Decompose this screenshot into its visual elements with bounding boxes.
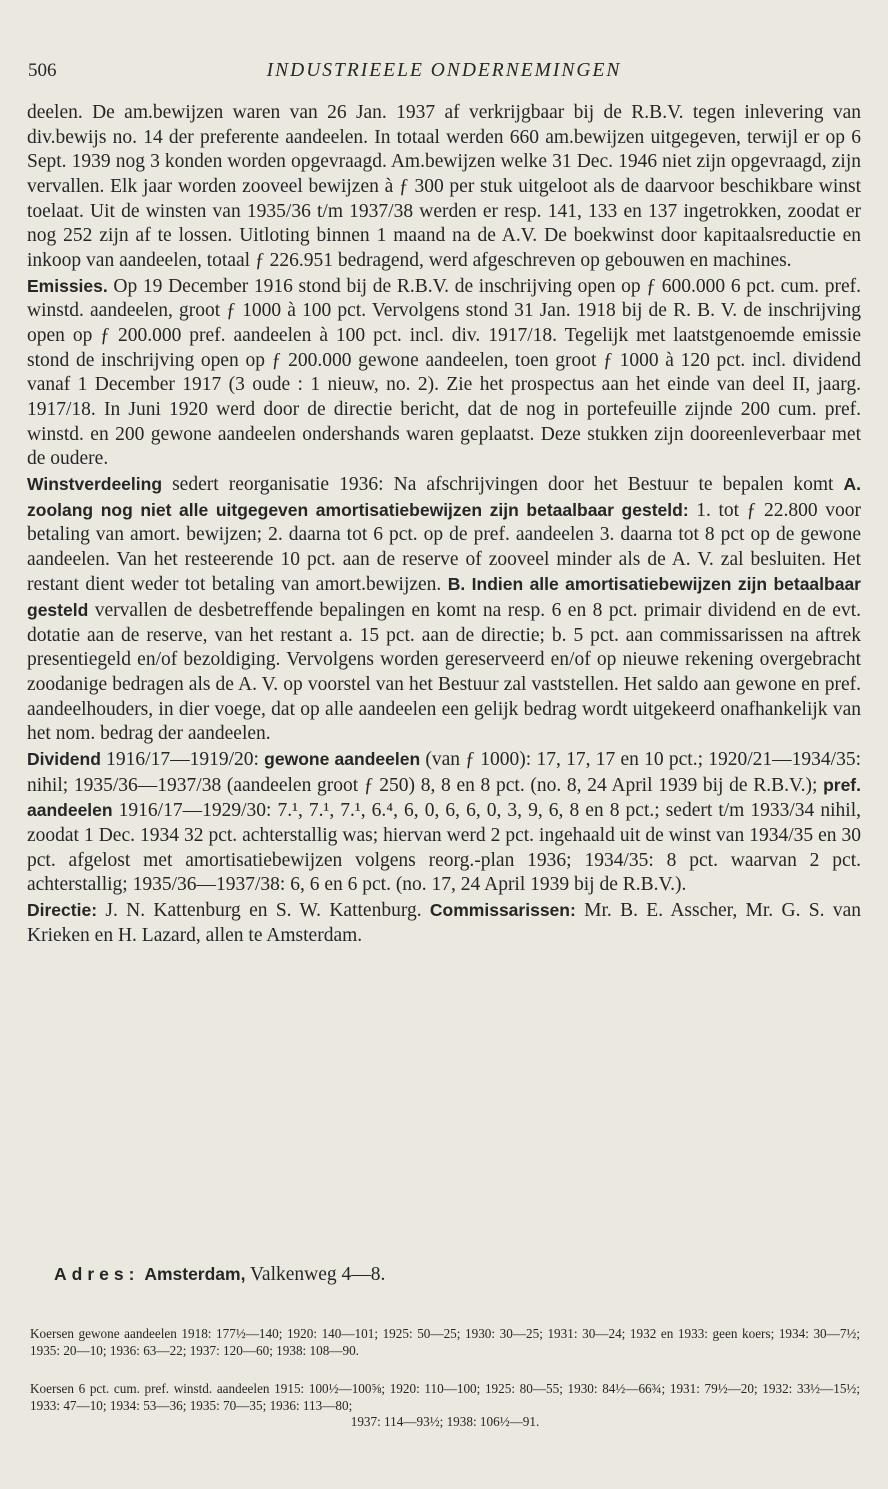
address-line <box>54 1264 385 1286</box>
paragraph-text: Mr. B. E. Asscher, Mr. G. S. van Krieken en H. Lazard, allen te Amsterdam. <box>27 900 861 946</box>
bold-lead-text: A. zoolang nog niet alle uitgegeven amortisatiebewijzen zijn betaalbaar gesteld: <box>27 473 861 520</box>
price-quotes-preferred-text: Koersen 6 pct. cum. pref. winstd. aandeelen 1915: 100½—100⅝; 1920: 110—100; 1925: 80—55; 1930: 84½—66¾; 1931: 79½—20; 1932: 33½—15½; 1933: 47—10; 1934: 53—36; 1935: 70—35; 1936: 113—80; <box>30 1381 860 1413</box>
paragraph <box>27 101 861 274</box>
price-quotes-preferred-last: 1937: 114—93½; 1938: 106½—91. <box>350 1414 540 1429</box>
bold-lead-text: pref. aandeelen <box>27 774 861 821</box>
bold-lead-text: Emissies. <box>27 275 108 296</box>
body-text <box>27 101 861 948</box>
bold-lead-text: Dividend <box>27 749 101 770</box>
paragraph-text: 1916/17—1919/20: <box>100 749 265 771</box>
running-title: INDUSTRIEELE ONDERNEMINGEN <box>266 60 622 81</box>
paragraph <box>27 274 861 472</box>
paragraph-text: vervallen de desbetreffende bepalingen en komt na resp. 6 en 8 pct. primair dividend en de evt. dotatie aan de reserve, van het restant a. 15 pct. aan de directie; b. 5 pct. aan commissarissen na aftrek presentiegeld en/of bezoldiging. Vervolgens worden gereserveerd en/of op nieuwe rekening overgebracht zoodanige bedragen als de A. V. op voorstel van het Bestuur zal vaststellen. Het saldo aan gewone en pref. aandeelhouders, in dier voege, dat op alle aandeelen een gelijk bedrag wordt uitgekeerd onafhankelijk van het nom. bedrag der aandeelen. <box>27 600 861 745</box>
bold-lead-text: Directie: <box>27 900 98 920</box>
address-label: Adres: <box>54 1264 140 1284</box>
paragraph-text: 1916/17—1929/30: 7.¹, 7.¹, 7.¹, 6.⁴, 6, 0, 6, 6, 0, 3, 9, 6, 8 en 8 pct.; sedert t/m 1933/34 nihil, zoodat 1 Dec. 1934 32 pct. achterstallig was; hiervan werd 2 pct. ingehaald uit de winst van 1934/35 en 30 pct. afgelost met amortisatiebewijzen volgens reorg.-plan 1936; 1934/35: 8 pct. waarvan 2 pct. achterstallig; 1935/36—1937/38: 6, 6 en 6 pct. (no. 17, 24 April 1939 bij de R.B.V.). <box>27 800 861 896</box>
bold-lead-text: Commissarissen: <box>429 900 576 920</box>
bold-lead-text: gewone aandeelen <box>264 749 421 770</box>
paragraph-text: sedert reorganisatie 1936: Na afschrijvingen door het Bestuur te bepalen komt <box>162 473 844 495</box>
paragraph <box>27 472 861 747</box>
page-header <box>28 60 860 88</box>
paragraph-text: (van ƒ 1000): 17, 17, 17 en 10 pct.; 1920/21—1934/35: nihil; 1935/36—1937/38 (aandeelen groot ƒ 250) 8, 8 en 8 pct. (no. 8, 24 April 1939 bij de R.B.V.); <box>27 749 861 796</box>
paragraph <box>27 898 861 948</box>
page-number: 506 <box>28 60 57 81</box>
paragraph <box>27 747 861 898</box>
paragraph-text: J. N. Kattenburg en S. W. Kattenburg. <box>97 900 430 921</box>
bold-lead-text: B. Indien alle amortisatiebewijzen zijn betaalbaar gesteld <box>27 574 861 621</box>
paragraph-text: Op 19 December 1916 stond bij de R.B.V. de inschrijving open op ƒ 600.000 6 pct. cum. pref. winstd. aandeelen, groot ƒ 1000 à 100 pct. Vervolgens stond 31 Jan. 1918 bij de R. B. V. de inschrijving open op ƒ 200.000 pref. aandeelen à 100 pct. incl. div. 1917/18. Tegelijk met laatstgenoemde emissie stond de inschrijving open op ƒ 200.000 gewone aandeelen, toen groot ƒ 1000 à 120 pct. incl. dividend vanaf 1 December 1917 (3 oude : 1 nieuw, no. 2). Zie het prospectus aan het einde van deel II, jaarg. 1917/18. In Juni 1920 werd door de directie bericht, dat de nog in portefeuille zijnde 200 cum. pref. winstd. en 200 gewone aandeelen ondershands waren geplaatst. Deze stukken zijn dooreenleverbaar met de oudere. <box>27 275 861 470</box>
address-city: Amsterdam, <box>144 1264 246 1284</box>
bold-lead-text: Winstverdeeling <box>27 473 163 494</box>
price-quotes-preferred <box>30 1381 860 1431</box>
address-street: Valkenweg 4—8. <box>245 1264 386 1285</box>
paragraph-text: deelen. De am.bewijzen waren van 26 Jan. 1937 af verkrijgbaar bij de R.B.V. tegen inlevering van div.bewijs no. 14 der preferente aandeelen. In totaal werden 660 am.bewijzen uitgegeven, terwijl er op 6 Sept. 1939 nog 3 konden worden opgevraagd. Am.bewijzen welke 31 Dec. 1946 niet zijn opgevraagd, zijn vervallen. Elk jaar worden zooveel bewijzen à ƒ 300 per stuk uitgeloot als de daarvoor beschikbare winst toelaat. Uit de winsten van 1935/36 t/m 1937/38 werden er resp. 141, 133 en 137 ingetrokken, zoodat er nog 252 zijn af te lossen. Uitloting binnen 1 maand na de A.V. De boekwinst door kapitaalsreductie en inkoop van aandeelen, totaal ƒ 226.951 bedragend, werd afgeschreven op gebouwen en machines. <box>27 102 861 271</box>
price-quotes-ordinary: Koersen gewone aandeelen 1918: 177½—140; 1920: 140—101; 1925: 50—25; 1930: 30—25; 1931: 30—24; 1932 en 1933: geen koers; 1934: 30—7½; 1935: 20—10; 1936: 63—22; 1937: 120—60; 1938: 108—90. <box>30 1326 860 1358</box>
paragraph-text: 1. tot ƒ 22.800 voor betaling van amort. bewijzen; 2. daarna tot 6 pct. op de pref. aandeelen 3. daarna tot 8 pct op de gewone aandeelen. Van het resteerende 10 pct. aan de reserve of zooveel minder als de A. V. zal besluiten. Het restant dient weder tot betaling van amort.bewijzen. <box>27 499 861 596</box>
